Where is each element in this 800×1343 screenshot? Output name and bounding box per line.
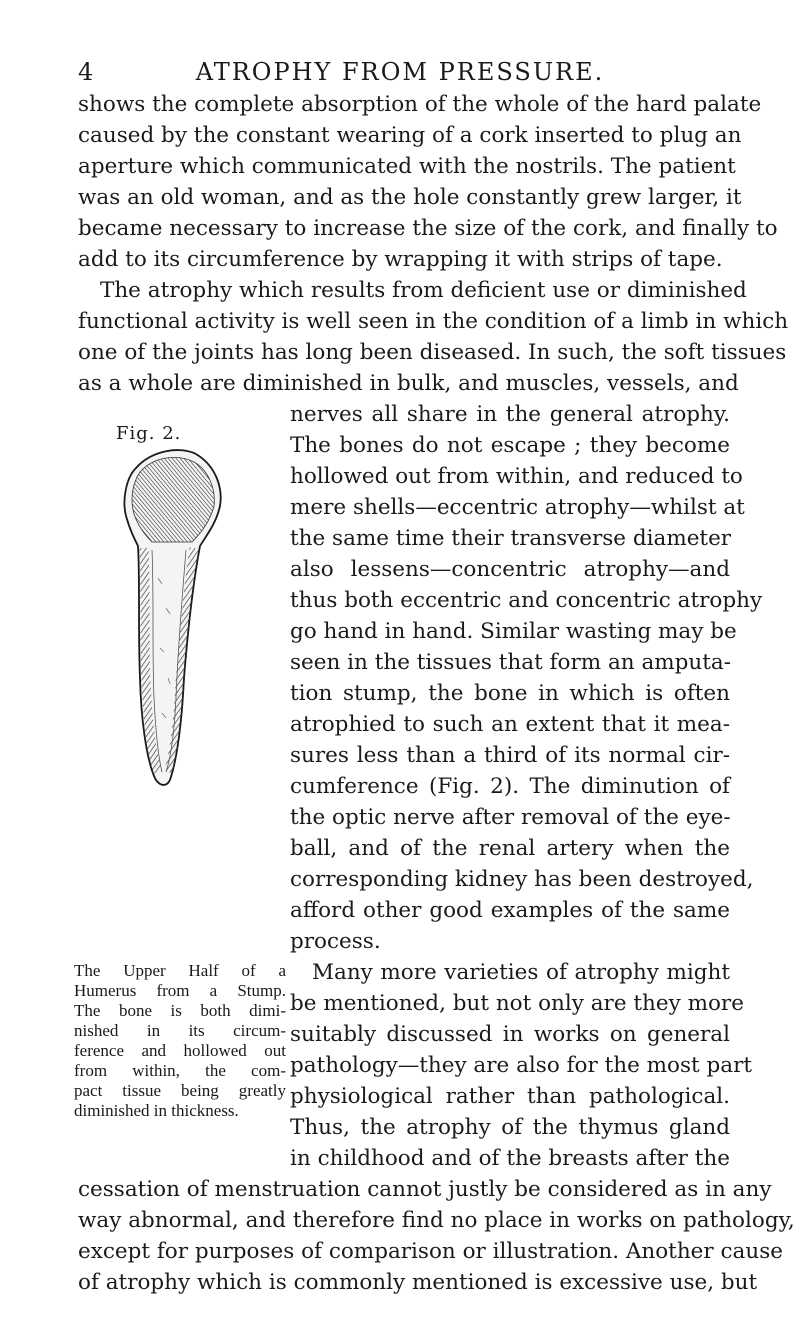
text-line: became necessary to increase the size of the cork, and finally to xyxy=(78,216,778,241)
figure-caption-line: nished in its circum- xyxy=(74,1021,286,1040)
text-line: as a whole are diminished in bulk, and muscles, vessels, and xyxy=(78,371,739,396)
figure-caption-line: The Upper Half of a xyxy=(74,961,286,980)
text-line: the optic nerve after removal of the eye- xyxy=(290,805,731,830)
text-line: pathology—they are also for the most part xyxy=(290,1053,752,1078)
page-number: 4 xyxy=(78,58,94,86)
text-line: except for purposes of comparison or illustration. Another cause xyxy=(78,1239,783,1264)
text-line: The atrophy which results from deficient use or diminished xyxy=(100,278,747,303)
figure-caption-line: diminished in thickness. xyxy=(74,1101,239,1120)
figure-label: Fig. 2. xyxy=(116,423,182,444)
text-line: way abnormal, and therefore find no place in works on pathology, xyxy=(78,1208,795,1233)
text-line: seen in the tissues that form an amputa- xyxy=(290,650,732,675)
figure-caption-line: from within, the com- xyxy=(74,1061,286,1080)
text-line: shows the complete absorption of the whole of the hard palate xyxy=(78,92,762,117)
text-line: hollowed out from within, and reduced to xyxy=(290,464,743,489)
text-line: of atrophy which is commonly mentioned is excessive use, but xyxy=(78,1270,758,1295)
text-line: nerves all share in the general atrophy. xyxy=(290,402,730,427)
text-line: tion stump, the bone in which is often xyxy=(290,681,730,706)
text-line: in childhood and of the breasts after the xyxy=(290,1146,730,1171)
text-line: afford other good examples of the same xyxy=(290,898,730,923)
text-line: aperture which communicated with the nostrils. The patient xyxy=(78,154,736,179)
text-line: also lessens—concentric atrophy—and xyxy=(290,557,730,582)
text-line: process. xyxy=(290,929,381,954)
text-line: mere shells—eccentric atrophy—whilst at xyxy=(290,495,745,520)
running-title: ATROPHY FROM PRESSURE. xyxy=(195,58,605,86)
text-line: atrophied to such an extent that it mea- xyxy=(290,712,730,737)
text-line: the same time their transverse diameter xyxy=(290,526,732,551)
text-line: physiological rather than pathological. xyxy=(290,1084,730,1109)
text-line: The bones do not escape ; they become xyxy=(290,433,730,458)
text-line: cumference (Fig. 2). The diminution of xyxy=(290,774,730,799)
text-line: ball, and of the renal artery when the xyxy=(290,836,730,861)
text-line: suitably discussed in works on general xyxy=(290,1022,730,1047)
text-line: one of the joints has long been diseased. In such, the soft tissues xyxy=(78,340,787,365)
figure-caption-line: pact tissue being greatly xyxy=(74,1081,286,1100)
text-line: functional activity is well seen in the condition of a limb in which xyxy=(78,309,789,334)
figure-caption-line: The bone is both dimi- xyxy=(74,1001,286,1020)
humerus-stump-illustration xyxy=(96,438,246,808)
text-line: was an old woman, and as the hole constantly grew larger, it xyxy=(78,185,742,210)
text-line: go hand in hand. Similar wasting may be xyxy=(290,619,737,644)
text-line: caused by the constant wearing of a cork inserted to plug an xyxy=(78,123,742,148)
figure-caption-line: Humerus from a Stump. xyxy=(74,981,286,1000)
text-line: cessation of menstruation cannot justly be considered as in any xyxy=(78,1177,772,1202)
text-line: Many more varieties of atrophy might xyxy=(312,960,730,985)
text-line: thus both eccentric and concentric atrophy xyxy=(290,588,763,613)
text-line: sures less than a third of its normal cir- xyxy=(290,743,730,768)
text-line: be mentioned, but not only are they more xyxy=(290,991,744,1016)
text-line: Thus, the atrophy of the thymus gland xyxy=(290,1115,730,1140)
figure-caption-line: ference and hollowed out xyxy=(74,1041,286,1060)
text-line: add to its circumference by wrapping it with strips of tape. xyxy=(78,247,723,272)
text-line: corresponding kidney has been destroyed, xyxy=(290,867,754,892)
